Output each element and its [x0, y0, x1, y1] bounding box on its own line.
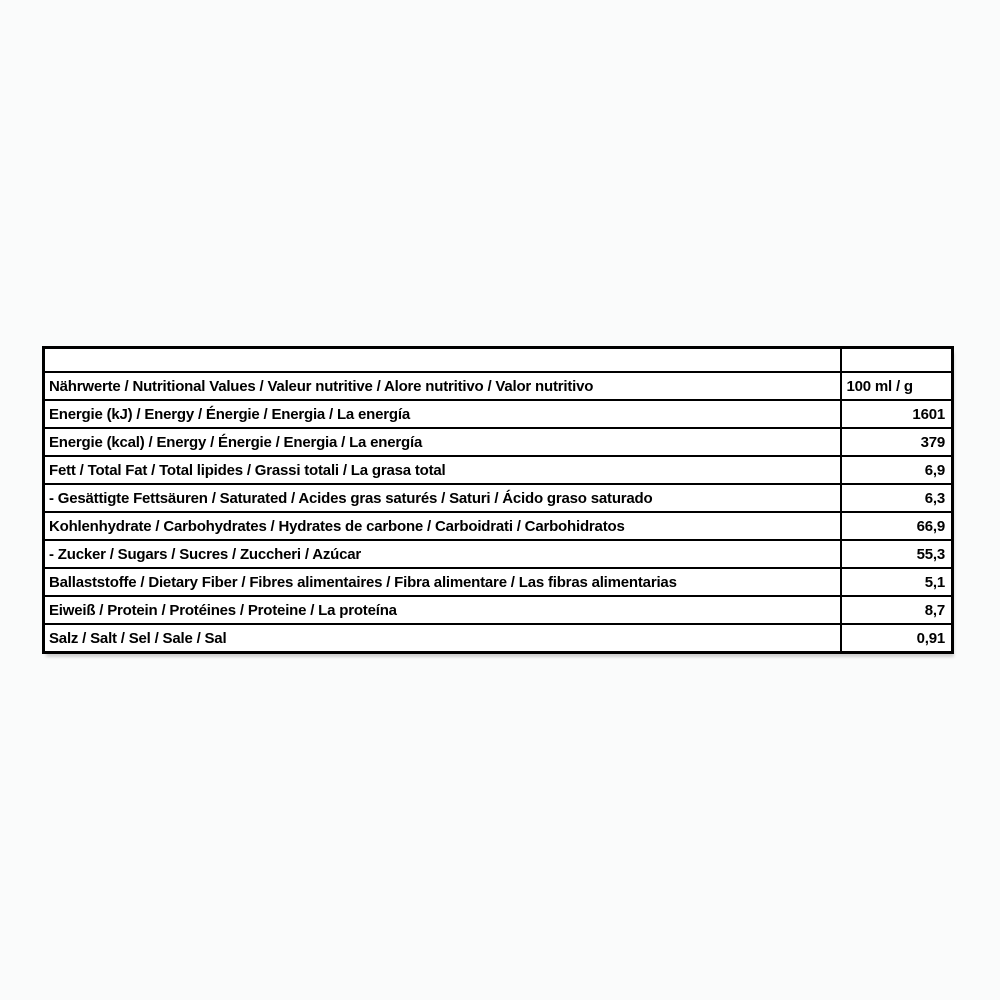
table-row-sugars: [44, 540, 953, 568]
row-label: Energie (kcal) / Energy / Énergie / Energia / La energía: [44, 428, 841, 456]
row-value: 66,9: [841, 512, 953, 540]
row-label: - Zucker / Sugars / Sucres / Zuccheri / Azúcar: [44, 540, 841, 568]
table-row-fiber: [44, 568, 953, 596]
nutrition-table-container: [42, 346, 954, 654]
header-label-cell: Nährwerte / Nutritional Values / Valeur nutritive / Alore nutritivo / Valor nutritivo: [44, 372, 841, 400]
table-row-carbohydrates: [44, 512, 953, 540]
table-row-saturated-fat: [44, 484, 953, 512]
row-value: 6,3: [841, 484, 953, 512]
row-label: Eiweiß / Protein / Protéines / Proteine / La proteína: [44, 596, 841, 624]
row-value: 379: [841, 428, 953, 456]
empty-row: [44, 348, 953, 373]
empty-label-cell: [44, 348, 841, 373]
table-row-protein: [44, 596, 953, 624]
table-header-row: [44, 372, 953, 400]
table-row-salt: [44, 624, 953, 653]
empty-value-cell: [841, 348, 953, 373]
row-label: Energie (kJ) / Energy / Énergie / Energia / La energía: [44, 400, 841, 428]
row-value: 1601: [841, 400, 953, 428]
row-value: 55,3: [841, 540, 953, 568]
table-row-fat: [44, 456, 953, 484]
table-row-energy-kj: [44, 400, 953, 428]
table-row-energy-kcal: [44, 428, 953, 456]
row-label: Salz / Salt / Sel / Sale / Sal: [44, 624, 841, 653]
row-label: Kohlenhydrate / Carbohydrates / Hydrates de carbone / Carboidrati / Carbohidratos: [44, 512, 841, 540]
row-value: 8,7: [841, 596, 953, 624]
row-label: Ballaststoffe / Dietary Fiber / Fibres alimentaires / Fibra alimentare / Las fibras alimentarias: [44, 568, 841, 596]
row-label: Fett / Total Fat / Total lipides / Grassi totali / La grasa total: [44, 456, 841, 484]
row-value: 6,9: [841, 456, 953, 484]
row-label: - Gesättigte Fettsäuren / Saturated / Acides gras saturés / Saturi / Ácido graso saturado: [44, 484, 841, 512]
nutrition-table: [42, 346, 954, 654]
row-value: 0,91: [841, 624, 953, 653]
row-value: 5,1: [841, 568, 953, 596]
header-unit-cell: 100 ml / g: [841, 372, 953, 400]
